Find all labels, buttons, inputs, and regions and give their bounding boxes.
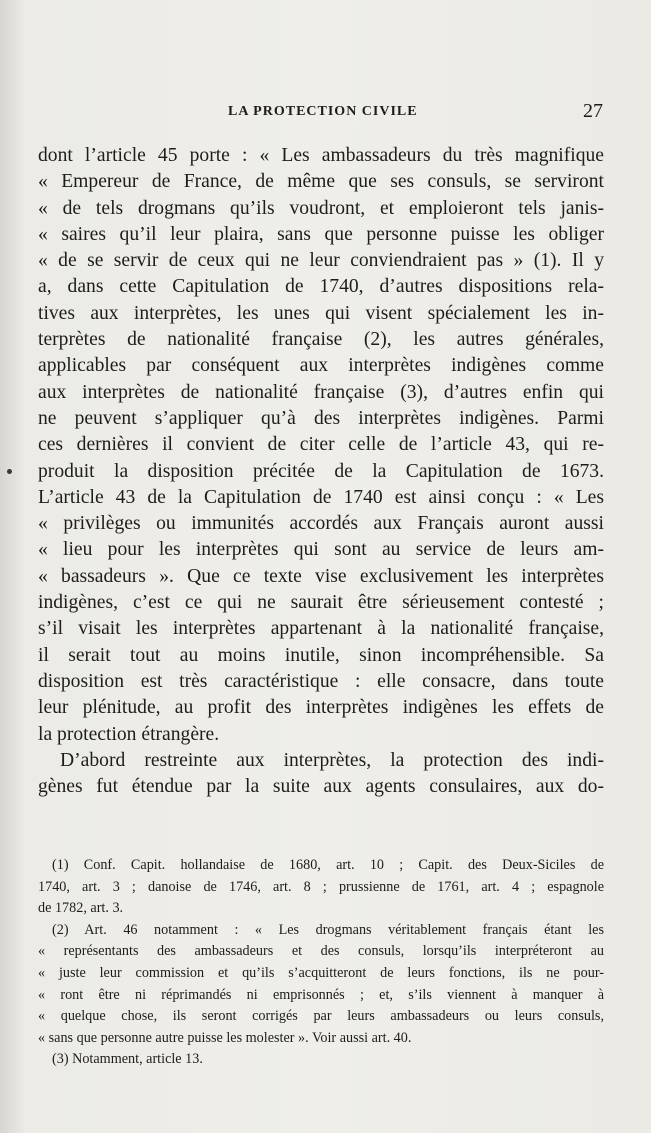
text-line: D’abord restreinte aux interprètes, la protection des indi-	[60, 749, 604, 771]
footnote-line: (1) Conf. Capit. hollandaise de 1680, art. 10 ; Capit. des Deux-Siciles de	[52, 857, 604, 873]
text-line: « saires qu’il leur plaira, sans que personne puisse les obliger	[38, 223, 604, 245]
footnote-line: (3) Notamment, article 13.	[52, 1051, 203, 1068]
text-line: s’il visait les interprètes appartenant à la nationalité française,	[38, 618, 604, 640]
footnote-line: « représentants des ambassadeurs et des consuls, lorsqu’ils interpréteront au	[38, 943, 604, 960]
text-line: « bassadeurs ». Que ce texte vise exclusivement les interprètes	[38, 565, 604, 587]
text-line: ne peuvent s’appliquer qu’à des interprètes indigènes. Parmi	[38, 407, 604, 429]
running-title: LA PROTECTION CIVILE	[228, 104, 418, 119]
text-line: produit la disposition précitée de la Capitulation de 1673.	[38, 460, 604, 482]
footnote-line: « ront être ni réprimandés ni emprisonnés ; et, s’ils viennent à manquer à	[38, 986, 604, 1003]
footnote-line: « quelque chose, ils seront corrigés par leurs ambassadeurs ou leurs consuls,	[38, 1008, 604, 1025]
footnotes	[38, 855, 604, 1071]
footnote-line: 1740, art. 3 ; danoise de 1746, art. 8 ; prussienne de 1761, art. 4 ; espagnole	[38, 878, 604, 895]
text-line: L’article 43 de la Capitulation de 1740 est ainsi conçu : « Les	[38, 486, 604, 508]
text-line: tives aux interprètes, les unes qui visent spécialement les in-	[38, 302, 604, 324]
text-line: indigènes, c’est ce qui ne saurait être sérieusement contesté ;	[38, 592, 604, 614]
footnote-line: « juste leur commission et qu’ils s’acquitteront de leurs fonctions, ils ne pour-	[38, 964, 604, 981]
text-line: leur plénitude, au profit des interprètes indigènes les effets de	[38, 697, 604, 719]
text-line: la protection étrangère.	[38, 723, 220, 745]
margin-mark	[7, 469, 12, 474]
text-line: « lieu pour les interprètes qui sont au service de leurs am-	[38, 539, 604, 561]
text-line: dont l’article 45 porte : « Les ambassadeurs du très magnifique	[38, 145, 604, 166]
footnote-line: « sans que personne autre puisse les molester ». Voir aussi art. 40.	[38, 1029, 412, 1046]
text-line: applicables par conséquent aux interprètes indigènes comme	[38, 355, 604, 377]
footnote-line: de 1782, art. 3.	[38, 900, 124, 917]
text-line: a, dans cette Capitulation de 1740, d’autres dispositions rela-	[38, 276, 604, 298]
text-line: terprètes de nationalité française (2), les autres générales,	[38, 329, 604, 351]
page-header	[0, 100, 651, 126]
footnote-line: (2) Art. 46 notamment : « Les drogmans véritablement français étant les	[52, 921, 604, 938]
text-line: « de se servir de ceux qui ne leur conviendraient pas » (1). Il y	[38, 250, 604, 272]
text-line: il serait tout au moins inutile, sinon incompréhensible. Sa	[38, 644, 604, 666]
text-line: « Empereur de France, de même que ses consuls, se serviront	[38, 171, 604, 193]
text-line: « privilèges ou immunités accordés aux Français auront aussi	[38, 513, 604, 535]
text-line: gènes fut étendue par la suite aux agents consulaires, aux do-	[38, 776, 604, 798]
text-line: disposition est très caractéristique : elle consacre, dans toute	[38, 670, 604, 692]
text-line: « de tels drogmans qu’ils voudront, et emploieront tels janis-	[38, 197, 604, 219]
text-line: aux interprètes de nationalité française (3), d’autres enfin qui	[38, 381, 604, 403]
page-number: 27	[583, 100, 603, 122]
text-line: ces dernières il convient de citer celle de l’article 43, qui re-	[38, 434, 604, 456]
body-text	[38, 143, 604, 800]
